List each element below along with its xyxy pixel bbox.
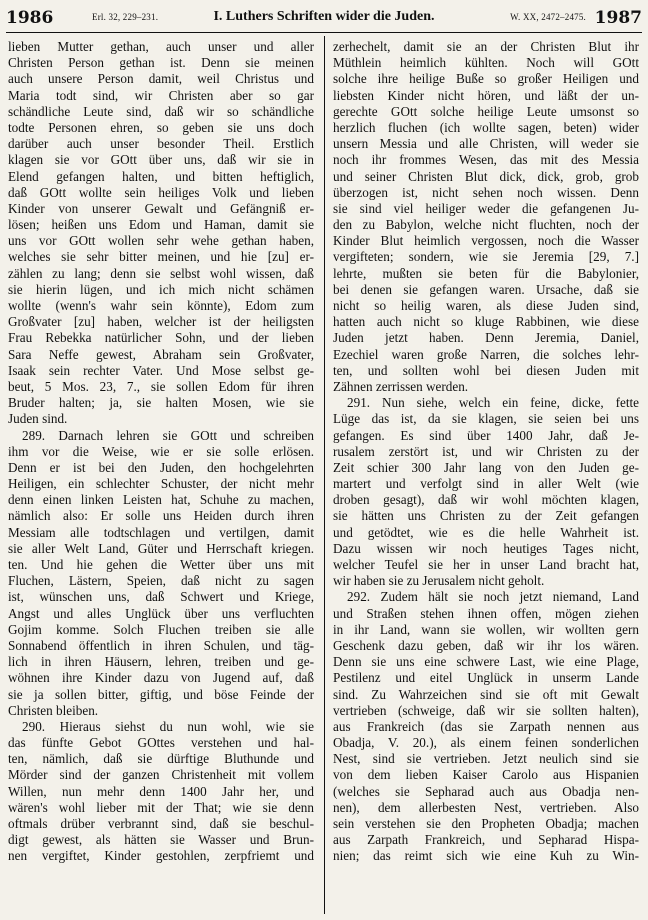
text-line: sie hätten uns Christen zu der Zeit gefangen — [333, 508, 639, 524]
text-line: lehrte, mußten sie beten für die Babylonier, — [333, 265, 639, 281]
right-text-column — [333, 39, 639, 865]
text-line: und Straßen stehen ihnen offen, mögen ziehen — [333, 605, 639, 621]
page-number-right: 1987 — [594, 8, 642, 28]
text-line: 291. Nun siehe, welch ein feine, dicke, fette — [347, 395, 639, 411]
text-line: schändliche Leute sind, daß wir so schändliche — [8, 103, 314, 119]
text-line: den zu Babylon, welche nicht fluchten, noch der — [333, 217, 639, 233]
text-line: aus Frankreich (das sie Zarpath nennen aus — [333, 718, 639, 734]
text-line: Zähnen zerrissen werden. — [333, 378, 469, 394]
text-line: oftmals drüber verbrannt sind, daß sie beschul- — [8, 816, 314, 831]
text-line: wollte (wenn's wahr sein könnte), Edom zum — [8, 298, 314, 313]
page-number-left: 1986 — [6, 8, 54, 28]
text-line: ihm vor die Weise, wie er sie solle erlösen. — [8, 443, 314, 459]
text-line: Großvater [zu] haben, welcher ist der heiligsten — [8, 314, 314, 330]
text-line: Angst und alles Unglück über uns verfluchten — [8, 605, 314, 621]
column-divider — [324, 36, 325, 914]
text-line: Obadja, V. 20.), als einem feinen sonderlichen — [333, 735, 639, 751]
text-line: Müthlein heimlich kühlten. Noch will GOtt — [333, 55, 639, 71]
text-line: hatten auch nicht so kluge Rabbinen, wie diese — [333, 314, 639, 330]
text-line: martert und verfolgt sind in aller Welt (wie — [333, 476, 639, 492]
text-line: wir haben sie zu Jerusalem nicht geholt. — [333, 573, 545, 589]
text-line: Gojim komme. Solch Fluchen treiben sie alle — [8, 621, 314, 637]
text-line: todte Personen ehren, so geben sie uns doch — [8, 119, 314, 135]
text-line: solche ihre heilige Buße so großer Heiligen und — [333, 71, 639, 87]
text-line: Kinder Blut heimlich vergossen, noch die Wasser — [333, 233, 639, 249]
text-line: sie hierin lügen, und ich mich nicht schämen — [8, 281, 314, 297]
text-line: Willen, nun mehr denn 1400 Jahr her, und — [8, 783, 314, 799]
text-line: Juden sind. — [8, 411, 68, 427]
text-line: wöhnen ihre Kinder dazu von Jugend auf, daß — [8, 670, 314, 686]
text-line: ten. Und hie gehen die Wetter über uns mit — [8, 557, 314, 572]
text-line: klagen sie vor GOtt über uns, daß wir sie in — [8, 152, 314, 168]
text-line: Sonnabend öffentlich in ihren Schulen, und täg- — [8, 637, 314, 653]
text-line: Lüge das ist, da sie klagen, sie seien bei uns — [333, 411, 639, 427]
text-line: vergifteten; sondern, wie sie Jeremia [29, 7.] — [333, 249, 639, 265]
text-line: lich in ihren Häusern, lehren, treiben und ge- — [8, 654, 314, 670]
text-line: unsern Messia und alle Christen, will weder sie — [333, 136, 639, 152]
text-line: noch ihr frommes Wesen, das mit des Messia — [333, 152, 639, 168]
page-header — [6, 6, 642, 33]
text-line: auch unsere Person damit, weil Christus und — [8, 71, 314, 87]
text-line: ist, wünschen uns, daß Schwert und Kriege, — [8, 589, 314, 605]
left-text-column — [8, 39, 314, 865]
text-line: nen), dem allerbesten Nest, vertrieben. Also — [333, 799, 639, 815]
text-line: 289. Darnach lehren sie GOtt und schreiben — [22, 427, 314, 443]
text-line: sie sind viel heiliger weder die gefangenen Ju- — [333, 200, 639, 216]
text-line: vertrieben (schweige, daß wir sie sollten halten), — [333, 702, 639, 718]
text-line: welches sie sehr bitter meinen, und hie [zu] er- — [8, 249, 314, 265]
text-line: Christen bleiben. — [8, 702, 99, 718]
text-line: Kinder von unserer Gewalt und Gefängniß er- — [8, 200, 314, 216]
text-line: überzogen ist, nicht sehen noch wissen. Denn — [333, 184, 639, 200]
text-line: sind. Zu Wahrzeichen sind sie oft mit Gewalt — [333, 686, 639, 702]
text-line: Fluchen, Lästern, Speien, daß nicht zu sagen — [8, 573, 314, 589]
text-line: Heiligen, ein schlechter Schuster, der nicht mehr — [8, 476, 314, 492]
text-line: Frau Rebekka natürlicher Sohn, und der lieben — [8, 330, 314, 346]
text-line: beut, 5 Mos. 23, 7., sie sollen Edom für ihren — [8, 378, 314, 394]
text-line: bei denen sie gefangen waren. Ursache, daß sie — [333, 281, 639, 297]
text-line: (welches sie Sepharad auch aus Obadja nen- — [333, 783, 639, 799]
text-line: Dazu wissen wir noch heutiges Tages nicht, — [333, 540, 639, 556]
text-line: Isaak sein rechter Vater. Und Mose selbst ge- — [8, 362, 314, 378]
text-line: rusalem zerstört ist, und wir Christen zu der — [333, 443, 639, 459]
text-line: zählen zu lang; denn sie selbst wohl wissen, daß — [8, 265, 314, 281]
text-line: Maria todt sind, wir Christen aber so gar — [8, 87, 314, 103]
text-line: Sara Neffe gewest, Abraham sein Großvater, — [8, 346, 314, 362]
text-line: und seiner Christen Blut dick, dick, grob, grob — [333, 168, 639, 184]
text-line: sie aller Welt Land, Güter und Herrschaft kriegen. — [8, 540, 314, 556]
text-line: gefangen. Es sind über 1400 Jahr, daß Je- — [333, 427, 639, 443]
text-line: Messiam alle todtschlagen und vertilgen, damit — [8, 524, 314, 540]
text-line: Mörder sind der ganzen Christenheit mit vollem — [8, 767, 314, 783]
text-line: nicht so heilig waren, als diese Juden sind, — [333, 298, 639, 313]
text-line: aus Zarpath Frankreich, und Sepharad Hispa- — [333, 832, 639, 848]
text-line: Denn er ist bei den Juden, den hochgelehrten — [8, 459, 314, 475]
text-line: in ihr Land, wann sie wollen, wir wollten gern — [333, 621, 639, 637]
text-line: denn einen linken Leisten hat, Schuhe zu machen, — [8, 492, 314, 508]
text-line: das fünfte Gebot GOttes verstehen und hal- — [8, 735, 314, 751]
text-line: darüber auch unser besonder Theil. Erstlich — [8, 136, 314, 152]
text-line: nen vergiftet, Kinder gestohlen, zerpfriemt und — [8, 848, 314, 864]
text-line: Elend gefangen halten, und bitten heftiglich, — [8, 168, 314, 184]
text-line: digt gewest, als hätten sie Wasser und Brun- — [8, 832, 314, 848]
text-line: Denn sie uns eine schwere Last, wie eine Plage, — [333, 654, 639, 670]
text-line: sein verstehen sie den Propheten Obadja; machen — [333, 816, 639, 831]
text-line: nämlich also: Er solle uns Heiden durch ihren — [8, 508, 314, 524]
text-line: Geschenk dazu geben, daß wir ihr los wären. — [333, 637, 639, 653]
text-line: zerhechelt, damit sie an der Christen Blut ihr — [333, 39, 639, 54]
text-line: lieben Mutter gethan, auch unser und aller — [8, 39, 314, 54]
text-line: droben gesagt), daß wir wohl möchten klagen, — [333, 492, 639, 508]
text-line: herzlich fluchen (ich wollte sagen, beten) wider — [333, 119, 639, 135]
text-line: liebsten Kinder nicht hören, und läßt der un- — [333, 87, 639, 103]
text-line: nien; das reimt sich wie eine Kuh zu Win- — [333, 848, 639, 864]
text-line: welcher Teufel sie her in unser Land bracht hat, — [333, 557, 639, 572]
text-line: daß GOtt wollte sein heiliges Volk und lieben — [8, 184, 314, 200]
text-line: 292. Zudem hält sie noch jetzt niemand, Land — [347, 589, 639, 605]
text-line: gerechte GOtt solche heilige Leute umsonst so — [333, 103, 639, 119]
text-line: und getödtet, wie es die helle Wahrheit ist. — [333, 524, 639, 540]
text-line: Pestilenz und eitel Unglück in unserm Lande — [333, 670, 639, 686]
text-line: Zeit schier 300 Jahr lang von den Juden ge- — [333, 459, 639, 475]
text-line: lösen; heißen uns Edom und Haman, damit sie — [8, 217, 314, 233]
text-line: uns vor GOtt wollen sehr wehe gethan haben, — [8, 233, 314, 249]
running-title: I. Luthers Schriften wider die Juden. — [213, 9, 435, 24]
text-line: ten, nämlich, daß sie dürftige Bluthunde und — [8, 751, 314, 767]
source-reference-right: W. XX, 2472–2475. — [510, 12, 586, 22]
text-line: Bruder halten; ja, sie halten Mosen, wie sie — [8, 395, 314, 411]
text-line: Christen Person gethan ist. Denn sie meinen — [8, 55, 314, 71]
text-line: sie ja sollen bitter, giftig, und böse Feinde der — [8, 686, 314, 702]
text-line: ten, und sollten wohl bei diesen Juden mit — [333, 362, 639, 378]
source-reference-left: Erl. 32, 229–231. — [92, 12, 159, 22]
text-line: Nest, sind sie vertrieben. Jetzt neulich sind sie — [333, 751, 639, 767]
text-line: 290. Hieraus siehst du nun wohl, wie sie — [22, 718, 314, 734]
text-line: wären's wohl lieber mit der That; wie sie denn — [8, 799, 314, 815]
text-line: von dem lieben Kaiser Carolo aus Hispanien — [333, 767, 639, 783]
text-line: Juden jetzt haben. Denn Jeremia, Daniel, — [333, 330, 639, 346]
text-line: Ezechiel waren große Narren, die solches lehr- — [333, 346, 639, 362]
